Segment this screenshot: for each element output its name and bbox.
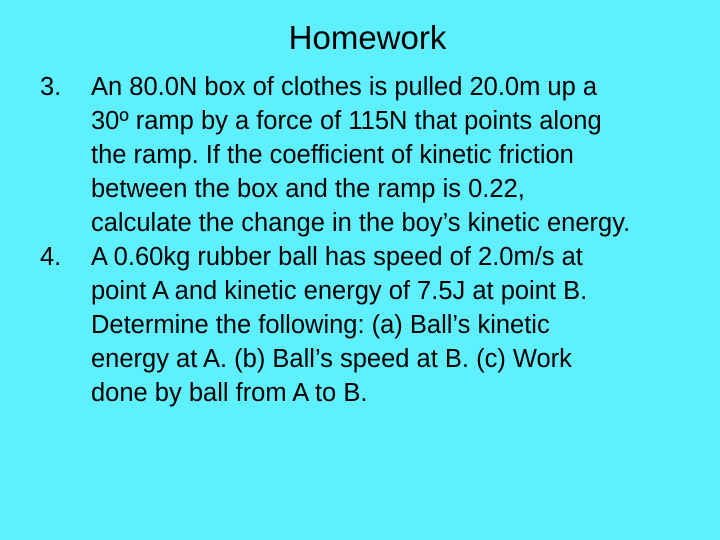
- problem-text-line: done by ball from A to B.: [91, 379, 368, 407]
- problem-item: [40, 240, 710, 410]
- problem-text-line: A 0.60kg rubber ball has speed of 2.0m/s at: [91, 243, 583, 271]
- problem-number: 3.: [40, 73, 62, 101]
- problem-list: [40, 70, 710, 410]
- problem-text-line: the ramp. If the coefficient of kinetic friction: [91, 141, 574, 169]
- problem-item: [40, 70, 710, 240]
- problem-text-line: Determine the following: (a) Ball’s kinetic: [91, 311, 550, 339]
- problem-number: 4.: [40, 243, 62, 271]
- problem-text-line: An 80.0N box of clothes is pulled 20.0m up a: [91, 73, 598, 101]
- problem-text-line: between the box and the ramp is 0.22,: [91, 175, 525, 203]
- problem-text-line: point A and kinetic energy of 7.5J at point B.: [91, 277, 588, 305]
- problem-text-line: 30º ramp by a force of 115N that points along: [91, 107, 602, 135]
- slide-title: Homework: [288, 19, 447, 56]
- problem-text-line: calculate the change in the boy’s kinetic energy.: [91, 209, 631, 237]
- problem-text-line: energy at A. (b) Ball’s speed at B. (c) Work: [91, 345, 572, 373]
